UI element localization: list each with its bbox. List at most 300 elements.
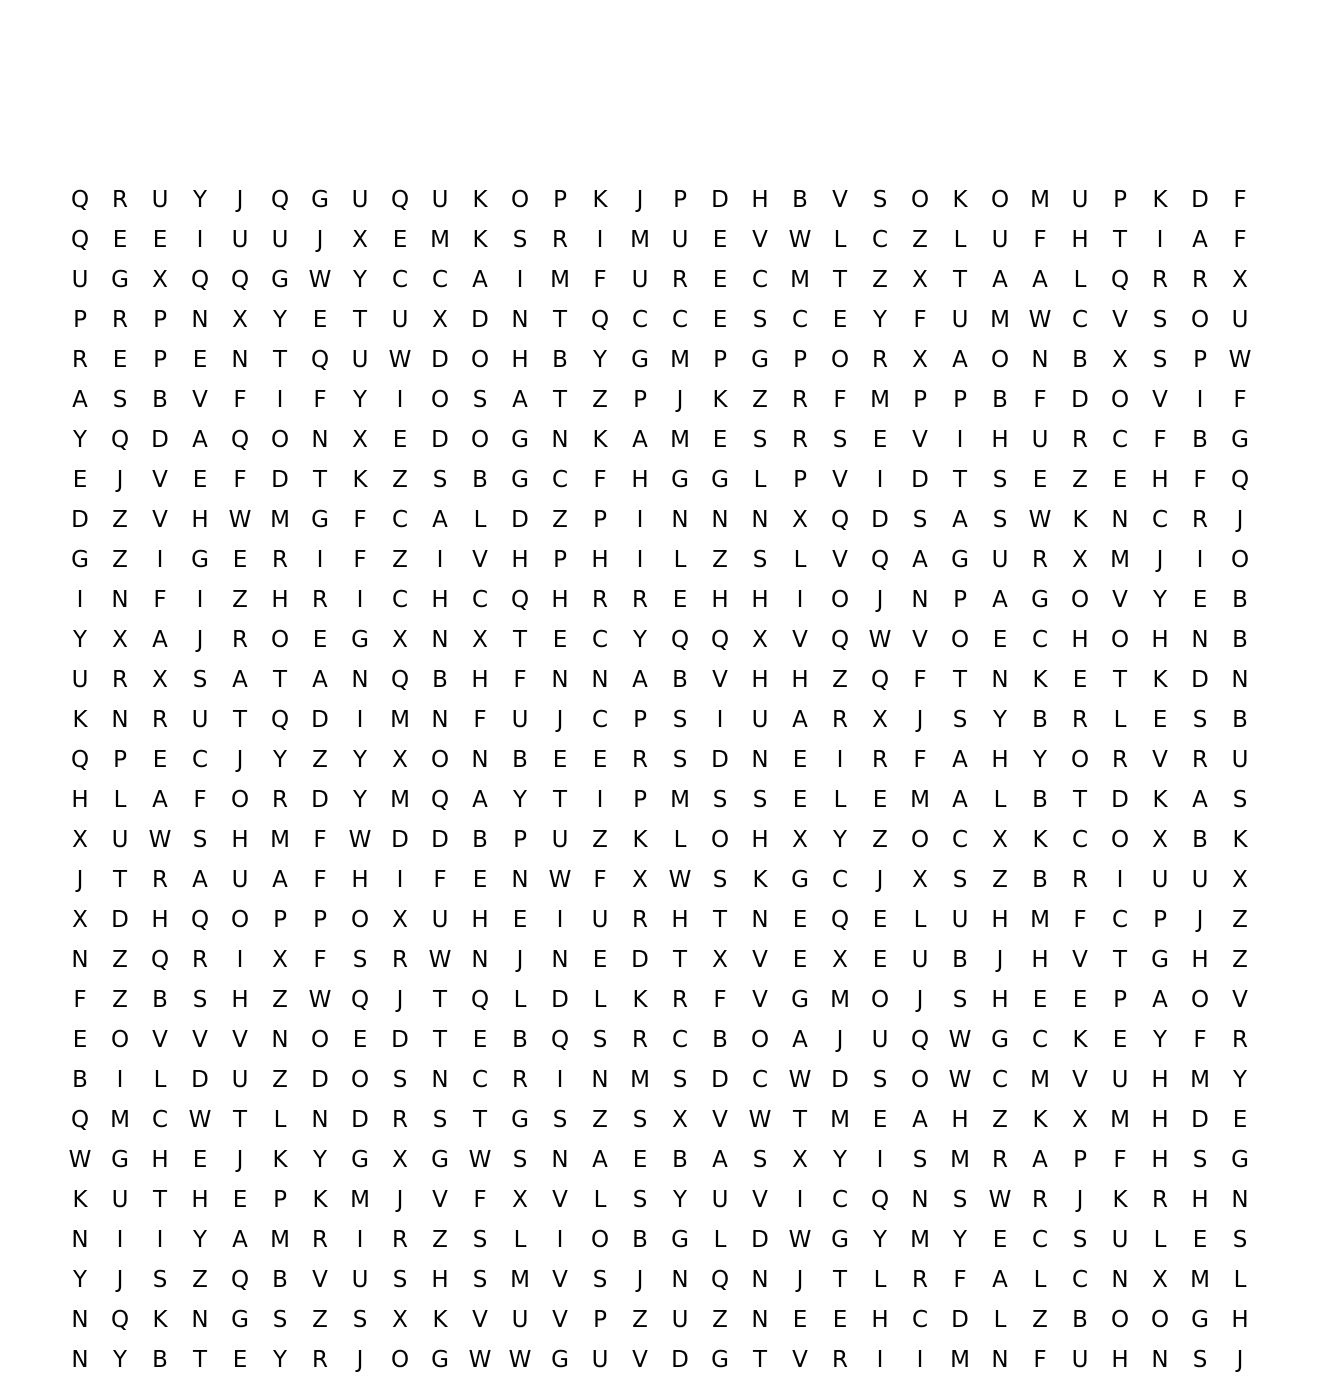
letter-cell[interactable]: E xyxy=(112,227,128,253)
letter-cell[interactable]: E xyxy=(592,747,608,773)
letter-cell[interactable]: J xyxy=(1156,547,1164,573)
letter-cell[interactable]: O xyxy=(270,627,290,653)
letter-cell[interactable]: D xyxy=(431,427,449,453)
letter-cell[interactable]: I xyxy=(196,587,204,613)
letter-cell[interactable]: Q xyxy=(430,787,450,813)
letter-cell[interactable]: I xyxy=(796,587,804,613)
letter-cell[interactable]: O xyxy=(710,827,730,853)
letter-cell[interactable]: Q xyxy=(190,267,210,293)
letter-cell[interactable]: L xyxy=(873,1267,887,1293)
letter-cell[interactable]: Q xyxy=(230,427,250,453)
letter-cell[interactable]: I xyxy=(596,787,604,813)
letter-cell[interactable]: T xyxy=(832,267,848,293)
letter-cell[interactable]: N xyxy=(431,1067,449,1093)
letter-cell[interactable]: N xyxy=(751,747,769,773)
letter-cell[interactable]: X xyxy=(512,1187,528,1213)
letter-cell[interactable]: F xyxy=(73,987,87,1013)
letter-cell[interactable]: Q xyxy=(230,267,250,293)
letter-cell[interactable]: S xyxy=(472,387,488,413)
letter-cell[interactable]: J xyxy=(396,1187,404,1213)
letter-cell[interactable]: Q xyxy=(510,587,530,613)
letter-cell[interactable]: B xyxy=(1232,627,1248,653)
letter-cell[interactable]: X xyxy=(72,907,88,933)
letter-cell[interactable]: V xyxy=(232,1027,248,1053)
letter-cell[interactable]: F xyxy=(433,867,447,893)
letter-cell[interactable]: Q xyxy=(1110,267,1130,293)
letter-cell[interactable]: H xyxy=(951,1107,969,1133)
letter-cell[interactable]: U xyxy=(1191,867,1209,893)
letter-cell[interactable]: W xyxy=(308,267,332,293)
letter-cell[interactable]: E xyxy=(832,1307,848,1333)
letter-cell[interactable]: U xyxy=(431,187,449,213)
letter-cell[interactable]: Y xyxy=(352,787,368,813)
letter-cell[interactable]: E xyxy=(552,747,568,773)
letter-cell[interactable]: O xyxy=(910,187,930,213)
letter-cell[interactable]: V xyxy=(712,667,728,693)
letter-cell[interactable]: X xyxy=(112,627,128,653)
letter-cell[interactable]: Z xyxy=(912,227,928,253)
letter-cell[interactable]: X xyxy=(392,1147,408,1173)
letter-cell[interactable]: R xyxy=(552,227,568,253)
letter-cell[interactable]: O xyxy=(430,387,450,413)
letter-cell[interactable]: I xyxy=(1196,387,1204,413)
letter-cell[interactable]: Z xyxy=(992,1107,1008,1133)
letter-cell[interactable]: P xyxy=(673,187,687,213)
letter-cell[interactable]: O xyxy=(750,1027,770,1053)
letter-cell[interactable]: G xyxy=(1231,427,1249,453)
letter-cell[interactable]: D xyxy=(871,507,889,533)
letter-cell[interactable]: H xyxy=(231,827,249,853)
letter-cell[interactable]: Z xyxy=(232,587,248,613)
letter-cell[interactable]: L xyxy=(1033,1267,1047,1293)
letter-cell[interactable]: N xyxy=(711,507,729,533)
letter-cell[interactable]: S xyxy=(592,1267,608,1293)
letter-cell[interactable]: Z xyxy=(752,387,768,413)
letter-cell[interactable]: W xyxy=(548,867,572,893)
letter-cell[interactable]: E xyxy=(552,627,568,653)
letter-cell[interactable]: J xyxy=(556,707,564,733)
letter-cell[interactable]: C xyxy=(671,307,689,333)
letter-cell[interactable]: I xyxy=(796,1187,804,1213)
letter-cell[interactable]: I xyxy=(396,867,404,893)
letter-cell[interactable]: G xyxy=(551,1347,569,1373)
letter-cell[interactable]: O xyxy=(1190,307,1210,333)
letter-cell[interactable]: R xyxy=(872,747,888,773)
letter-cell[interactable]: I xyxy=(556,1227,564,1253)
letter-cell[interactable]: H xyxy=(1111,1347,1129,1373)
letter-cell[interactable]: R xyxy=(1192,267,1208,293)
letter-cell[interactable]: H xyxy=(671,907,689,933)
letter-cell[interactable]: J xyxy=(316,227,324,253)
letter-cell[interactable]: X xyxy=(672,1107,688,1133)
letter-cell[interactable]: A xyxy=(72,387,88,413)
letter-cell[interactable]: E xyxy=(592,947,608,973)
letter-cell[interactable]: H xyxy=(1191,1187,1209,1213)
letter-cell[interactable]: O xyxy=(1190,987,1210,1013)
letter-cell[interactable]: Y xyxy=(272,1347,288,1373)
letter-cell[interactable]: L xyxy=(1233,1267,1247,1293)
letter-cell[interactable]: N xyxy=(1151,1347,1169,1373)
letter-cell[interactable]: R xyxy=(632,587,648,613)
letter-cell[interactable]: J xyxy=(396,987,404,1013)
letter-cell[interactable]: Q xyxy=(230,1267,250,1293)
letter-cell[interactable]: D xyxy=(271,467,289,493)
letter-cell[interactable]: H xyxy=(751,587,769,613)
letter-cell[interactable]: A xyxy=(952,787,968,813)
letter-cell[interactable]: E xyxy=(632,1147,648,1173)
letter-cell[interactable]: E xyxy=(872,1107,888,1133)
letter-cell[interactable]: T xyxy=(432,1027,448,1053)
letter-cell[interactable]: M xyxy=(670,787,690,813)
letter-cell[interactable]: S xyxy=(752,307,768,333)
letter-cell[interactable]: R xyxy=(672,987,688,1013)
letter-cell[interactable]: N xyxy=(191,307,209,333)
letter-cell[interactable]: L xyxy=(713,1227,727,1253)
letter-cell[interactable]: O xyxy=(1070,747,1090,773)
letter-cell[interactable]: Q xyxy=(70,747,90,773)
letter-cell[interactable]: Y xyxy=(352,387,368,413)
letter-cell[interactable]: Q xyxy=(390,667,410,693)
letter-cell[interactable]: Q xyxy=(1230,467,1250,493)
letter-cell[interactable]: O xyxy=(510,187,530,213)
letter-cell[interactable]: V xyxy=(472,1307,488,1333)
letter-cell[interactable]: E xyxy=(72,467,88,493)
letter-cell[interactable]: N xyxy=(911,587,929,613)
letter-cell[interactable]: I xyxy=(836,747,844,773)
letter-cell[interactable]: F xyxy=(913,667,927,693)
letter-cell[interactable]: M xyxy=(630,1067,650,1093)
letter-cell[interactable]: N xyxy=(671,1267,689,1293)
letter-cell[interactable]: N xyxy=(1231,1187,1249,1213)
letter-cell[interactable]: K xyxy=(312,1187,328,1213)
letter-cell[interactable]: H xyxy=(871,1307,889,1333)
letter-cell[interactable]: B xyxy=(792,187,808,213)
letter-cell[interactable]: M xyxy=(110,1107,130,1133)
letter-cell[interactable]: Q xyxy=(870,547,890,573)
letter-cell[interactable]: R xyxy=(112,307,128,333)
letter-cell[interactable]: Y xyxy=(832,827,848,853)
letter-cell[interactable]: F xyxy=(953,1267,967,1293)
letter-cell[interactable]: O xyxy=(990,347,1010,373)
letter-cell[interactable]: S xyxy=(992,507,1008,533)
letter-cell[interactable]: Y xyxy=(72,427,88,453)
letter-cell[interactable]: G xyxy=(511,427,529,453)
letter-cell[interactable]: O xyxy=(1150,1307,1170,1333)
letter-cell[interactable]: H xyxy=(71,787,89,813)
letter-cell[interactable]: O xyxy=(1110,1307,1130,1333)
letter-cell[interactable]: V xyxy=(832,187,848,213)
letter-cell[interactable]: I xyxy=(1116,867,1124,893)
letter-cell[interactable]: U xyxy=(351,347,369,373)
letter-cell[interactable]: S xyxy=(752,1147,768,1173)
letter-cell[interactable]: X xyxy=(832,947,848,973)
letter-cell[interactable]: D xyxy=(1111,787,1129,813)
letter-cell[interactable]: T xyxy=(232,1107,248,1133)
letter-cell[interactable]: M xyxy=(950,1347,970,1373)
letter-cell[interactable]: F xyxy=(313,387,327,413)
letter-cell[interactable]: C xyxy=(1031,1027,1049,1053)
letter-cell[interactable]: K xyxy=(752,867,768,893)
letter-cell[interactable]: X xyxy=(912,347,928,373)
letter-cell[interactable]: N xyxy=(71,947,89,973)
letter-cell[interactable]: V xyxy=(192,1027,208,1053)
letter-cell[interactable]: J xyxy=(676,387,684,413)
letter-cell[interactable]: S xyxy=(272,1307,288,1333)
letter-cell[interactable]: G xyxy=(71,547,89,573)
letter-cell[interactable]: C xyxy=(831,1187,849,1213)
letter-cell[interactable]: Q xyxy=(110,427,130,453)
letter-cell[interactable]: N xyxy=(111,707,129,733)
letter-cell[interactable]: J xyxy=(236,1147,244,1173)
letter-cell[interactable]: Q xyxy=(670,627,690,653)
letter-cell[interactable]: E xyxy=(712,307,728,333)
letter-cell[interactable]: B xyxy=(1032,787,1048,813)
letter-cell[interactable]: W xyxy=(308,987,332,1013)
letter-cell[interactable]: N xyxy=(71,1227,89,1253)
letter-cell[interactable]: B xyxy=(1192,427,1208,453)
letter-cell[interactable]: N xyxy=(431,627,449,653)
letter-cell[interactable]: C xyxy=(191,747,209,773)
letter-cell[interactable]: W xyxy=(948,1027,972,1053)
letter-cell[interactable]: S xyxy=(512,227,528,253)
letter-cell[interactable]: H xyxy=(151,1147,169,1173)
letter-cell[interactable]: Q xyxy=(110,1307,130,1333)
letter-cell[interactable]: W xyxy=(668,867,692,893)
letter-cell[interactable]: V xyxy=(552,1267,568,1293)
letter-cell[interactable]: A xyxy=(632,667,648,693)
letter-cell[interactable]: H xyxy=(1151,467,1169,493)
letter-cell[interactable]: G xyxy=(791,987,809,1013)
letter-cell[interactable]: L xyxy=(1153,1227,1167,1253)
letter-cell[interactable]: G xyxy=(631,347,649,373)
letter-cell[interactable]: Z xyxy=(832,667,848,693)
letter-cell[interactable]: W xyxy=(1028,307,1052,333)
letter-cell[interactable]: P xyxy=(1193,347,1207,373)
letter-cell[interactable]: S xyxy=(672,707,688,733)
letter-cell[interactable]: Q xyxy=(350,987,370,1013)
letter-cell[interactable]: C xyxy=(391,507,409,533)
letter-cell[interactable]: E xyxy=(1232,1107,1248,1133)
letter-cell[interactable]: Q xyxy=(910,1027,930,1053)
letter-cell[interactable]: R xyxy=(1232,1027,1248,1053)
letter-cell[interactable]: G xyxy=(1231,1147,1249,1173)
letter-cell[interactable]: B xyxy=(512,1027,528,1053)
letter-cell[interactable]: Y xyxy=(832,1147,848,1173)
letter-cell[interactable]: J xyxy=(356,1347,364,1373)
letter-cell[interactable]: R xyxy=(272,547,288,573)
letter-cell[interactable]: Q xyxy=(150,947,170,973)
letter-cell[interactable]: I xyxy=(196,227,204,253)
letter-cell[interactable]: C xyxy=(751,1067,769,1093)
letter-cell[interactable]: T xyxy=(1112,227,1128,253)
letter-cell[interactable]: Z xyxy=(392,547,408,573)
letter-cell[interactable]: D xyxy=(551,987,569,1013)
letter-cell[interactable]: P xyxy=(1113,187,1127,213)
letter-cell[interactable]: A xyxy=(1032,1147,1048,1173)
letter-cell[interactable]: Y xyxy=(72,1267,88,1293)
letter-cell[interactable]: U xyxy=(1111,1067,1129,1093)
letter-cell[interactable]: V xyxy=(792,627,808,653)
letter-cell[interactable]: X xyxy=(1232,867,1248,893)
letter-cell[interactable]: L xyxy=(513,987,527,1013)
letter-cell[interactable]: L xyxy=(513,1227,527,1253)
letter-cell[interactable]: S xyxy=(1232,1227,1248,1253)
letter-cell[interactable]: U xyxy=(591,907,609,933)
letter-cell[interactable]: M xyxy=(950,1147,970,1173)
letter-cell[interactable]: Y xyxy=(272,307,288,333)
letter-cell[interactable]: H xyxy=(1071,227,1089,253)
letter-cell[interactable]: A xyxy=(592,1147,608,1173)
letter-cell[interactable]: J xyxy=(636,187,644,213)
letter-cell[interactable]: A xyxy=(632,427,648,453)
letter-cell[interactable]: P xyxy=(713,347,727,373)
letter-cell[interactable]: M xyxy=(1030,1067,1050,1093)
letter-cell[interactable]: X xyxy=(272,947,288,973)
letter-cell[interactable]: Y xyxy=(1152,1027,1168,1053)
letter-cell[interactable]: C xyxy=(1031,1227,1049,1253)
letter-cell[interactable]: Z xyxy=(872,267,888,293)
letter-cell[interactable]: E xyxy=(792,787,808,813)
letter-cell[interactable]: R xyxy=(992,1147,1008,1173)
letter-cell[interactable]: P xyxy=(913,387,927,413)
letter-cell[interactable]: G xyxy=(951,547,969,573)
letter-cell[interactable]: N xyxy=(111,587,129,613)
letter-cell[interactable]: N xyxy=(751,507,769,533)
letter-cell[interactable]: Q xyxy=(70,187,90,213)
letter-cell[interactable]: Z xyxy=(192,1267,208,1293)
letter-cell[interactable]: T xyxy=(1112,947,1128,973)
letter-cell[interactable]: S xyxy=(752,787,768,813)
letter-cell[interactable]: E xyxy=(312,627,328,653)
letter-cell[interactable]: T xyxy=(352,307,368,333)
letter-cell[interactable]: W xyxy=(788,227,812,253)
letter-cell[interactable]: U xyxy=(271,227,289,253)
letter-cell[interactable]: L xyxy=(113,787,127,813)
letter-cell[interactable]: O xyxy=(1110,627,1130,653)
letter-cell[interactable]: H xyxy=(191,507,209,533)
letter-cell[interactable]: E xyxy=(1032,467,1048,493)
letter-cell[interactable]: Z xyxy=(312,747,328,773)
letter-cell[interactable]: G xyxy=(671,467,689,493)
letter-cell[interactable]: S xyxy=(952,707,968,733)
letter-cell[interactable]: U xyxy=(391,307,409,333)
letter-cell[interactable]: X xyxy=(912,867,928,893)
letter-cell[interactable]: Q xyxy=(70,1107,90,1133)
letter-cell[interactable]: P xyxy=(153,307,167,333)
letter-cell[interactable]: Z xyxy=(112,507,128,533)
letter-cell[interactable]: M xyxy=(270,827,290,853)
letter-cell[interactable]: N xyxy=(671,507,689,533)
letter-cell[interactable]: M xyxy=(910,1227,930,1253)
letter-cell[interactable]: S xyxy=(392,1267,408,1293)
letter-cell[interactable]: V xyxy=(552,1307,568,1333)
letter-cell[interactable]: E xyxy=(152,747,168,773)
letter-cell[interactable]: O xyxy=(910,827,930,853)
letter-cell[interactable]: N xyxy=(471,747,489,773)
letter-cell[interactable]: E xyxy=(872,947,888,973)
letter-cell[interactable]: J xyxy=(1196,907,1204,933)
letter-cell[interactable]: C xyxy=(551,467,569,493)
letter-cell[interactable]: M xyxy=(670,427,690,453)
letter-cell[interactable]: H xyxy=(1151,1107,1169,1133)
letter-cell[interactable]: S xyxy=(192,827,208,853)
letter-cell[interactable]: B xyxy=(672,1147,688,1173)
letter-cell[interactable]: M xyxy=(830,987,850,1013)
letter-cell[interactable]: F xyxy=(1233,227,1247,253)
letter-cell[interactable]: W xyxy=(468,1347,492,1373)
letter-cell[interactable]: F xyxy=(913,307,927,333)
letter-cell[interactable]: N xyxy=(231,347,249,373)
letter-cell[interactable]: O xyxy=(230,907,250,933)
letter-cell[interactable]: X xyxy=(392,627,408,653)
letter-cell[interactable]: D xyxy=(1191,667,1209,693)
letter-cell[interactable]: M xyxy=(830,1107,850,1133)
letter-cell[interactable]: H xyxy=(991,427,1009,453)
letter-cell[interactable]: Q xyxy=(310,347,330,373)
letter-cell[interactable]: P xyxy=(1153,907,1167,933)
letter-cell[interactable]: V xyxy=(312,1267,328,1293)
letter-cell[interactable]: S xyxy=(952,987,968,1013)
letter-cell[interactable]: F xyxy=(233,387,247,413)
letter-cell[interactable]: Q xyxy=(830,507,850,533)
letter-cell[interactable]: G xyxy=(351,627,369,653)
letter-cell[interactable]: B xyxy=(1192,827,1208,853)
letter-cell[interactable]: W xyxy=(788,1067,812,1093)
letter-cell[interactable]: T xyxy=(152,1187,168,1213)
letter-cell[interactable]: T xyxy=(752,1347,768,1373)
letter-cell[interactable]: R xyxy=(312,1347,328,1373)
letter-cell[interactable]: R xyxy=(392,1227,408,1253)
letter-cell[interactable]: R xyxy=(632,1027,648,1053)
letter-cell[interactable]: B xyxy=(472,467,488,493)
letter-cell[interactable]: F xyxy=(913,747,927,773)
letter-cell[interactable]: P xyxy=(553,187,567,213)
letter-cell[interactable]: D xyxy=(391,827,409,853)
letter-cell[interactable]: A xyxy=(1152,987,1168,1013)
letter-cell[interactable]: D xyxy=(311,787,329,813)
letter-cell[interactable]: K xyxy=(1072,1027,1088,1053)
letter-cell[interactable]: L xyxy=(593,1187,607,1213)
letter-cell[interactable]: G xyxy=(1031,587,1049,613)
letter-cell[interactable]: X xyxy=(152,267,168,293)
letter-cell[interactable]: R xyxy=(1192,747,1208,773)
letter-cell[interactable]: Z xyxy=(712,1307,728,1333)
letter-cell[interactable]: I xyxy=(316,547,324,573)
letter-cell[interactable]: R xyxy=(592,587,608,613)
letter-cell[interactable]: B xyxy=(552,347,568,373)
letter-cell[interactable]: O xyxy=(590,1227,610,1253)
letter-cell[interactable]: E xyxy=(792,947,808,973)
letter-cell[interactable]: O xyxy=(350,907,370,933)
letter-cell[interactable]: K xyxy=(1232,827,1248,853)
letter-cell[interactable]: W xyxy=(388,347,412,373)
letter-cell[interactable]: B xyxy=(1232,707,1248,733)
letter-cell[interactable]: I xyxy=(116,1227,124,1253)
letter-cell[interactable]: O xyxy=(1230,547,1250,573)
letter-cell[interactable]: E xyxy=(712,267,728,293)
letter-cell[interactable]: E xyxy=(392,227,408,253)
letter-cell[interactable]: C xyxy=(391,587,409,613)
letter-cell[interactable]: M xyxy=(430,227,450,253)
letter-cell[interactable]: U xyxy=(111,827,129,853)
letter-cell[interactable]: F xyxy=(513,667,527,693)
letter-cell[interactable]: R xyxy=(1072,427,1088,453)
letter-cell[interactable]: G xyxy=(431,1347,449,1373)
letter-cell[interactable]: G xyxy=(311,187,329,213)
letter-cell[interactable]: A xyxy=(272,867,288,893)
letter-cell[interactable]: E xyxy=(1192,1227,1208,1253)
letter-cell[interactable]: F xyxy=(153,587,167,613)
